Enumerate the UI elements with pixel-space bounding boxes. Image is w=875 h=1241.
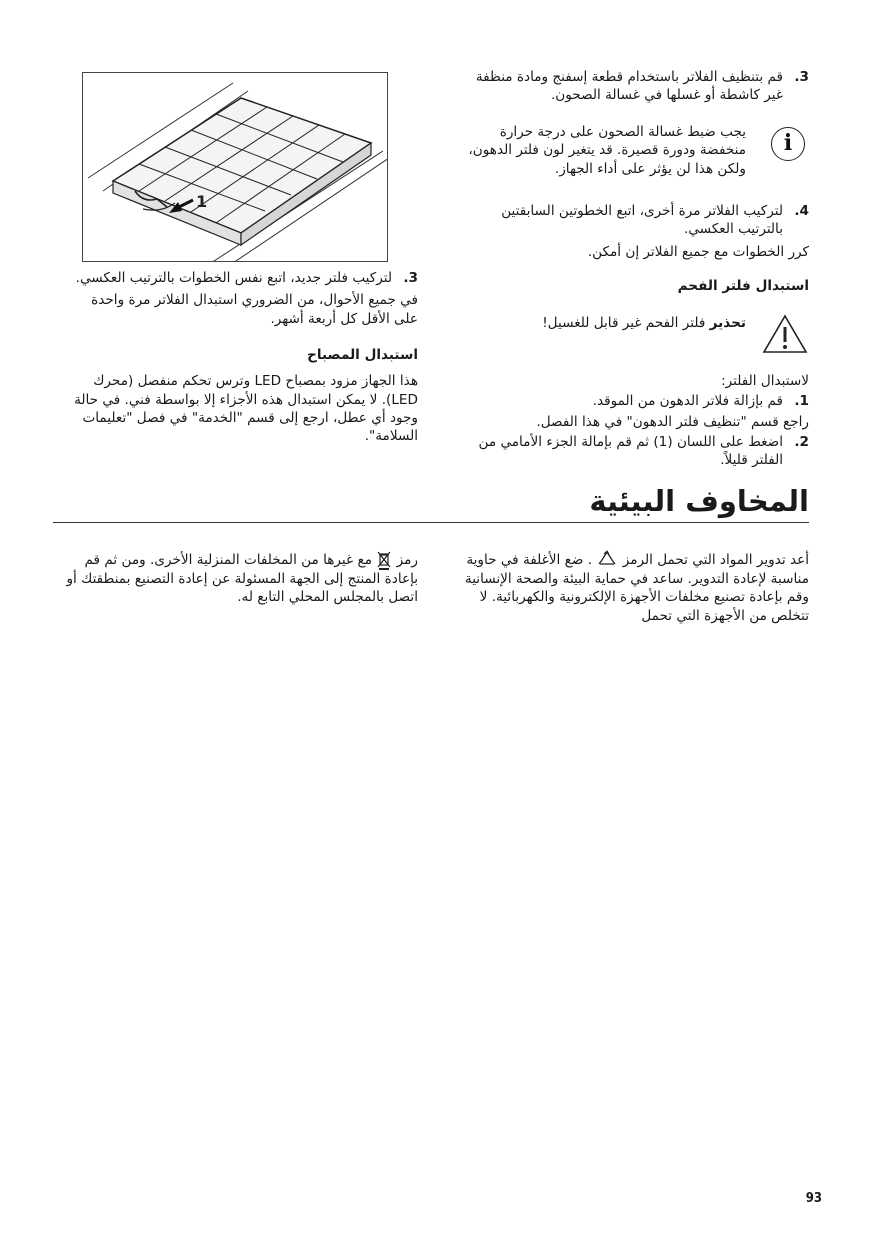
charcoal-filter-heading: استبدال فلتر الفحم [677,278,809,295]
repeat-text: كرر الخطوات مع جميع الفلاتر إن أمكن. [587,243,809,260]
step-number: 3. [403,270,418,286]
warning-label: تحذير [709,315,746,331]
info-note-text: يجب ضبط غسالة الصحون على درجة حرارة منخفضة ودورة قصيرة. قد يتغير لون فلتر الدهون، ولكن هذا لن يؤثر على أداء الجهاز. [468,124,746,177]
warning-icon [762,314,808,354]
step-text: اضغط على اللسان (1) ثم قم بإمالة الجزء الأمامي من الفلتر قليلاً. [478,434,783,469]
section-title: المخاوف البيئية [589,484,809,518]
warning-note [461,314,746,338]
lamp-heading: استبدال المصباح [307,347,418,364]
page-number: 93 [805,1191,822,1206]
weee-text-part2: مع غيرها من المخلفات المنزلية الأخرى. ومن ثم قم بإعادة المنتج إلى الجهة المسئولة عن إعادة التصنيع بمنطقتك أو اتصل بالمجلس المحلي التابع له. [66,552,418,606]
section-divider [53,522,809,523]
left-step-3-new-filter [68,269,418,287]
charcoal-filter-drawing [83,73,388,262]
step-number: 2. [794,434,809,451]
step-text: لتركيب الفلاتر مرة أخرى، اتبع الخطوتين السابقتين بالترتيب العكسي. [501,203,783,238]
step-text: لتركيب فلتر جديد، اتبع نفس الخطوات بالترتيب العكسي. [75,270,392,286]
replace-intro: لاستبدال الفلتر: [721,373,809,389]
info-note [461,123,746,184]
env-text-part2: . ضع الأغلفة في حاوية مناسبة لإعادة التدوير. ساعد في حماية البيئة والصحة الإنسانية وقم بإعادة تصنيع مخلفات الأجهزة الإلكترونية والكهربائية. لا تتخلص من الأجهزة التي تحمل [464,552,809,624]
step-number: 4. [794,203,809,219]
recycle-icon [596,550,618,570]
warning-text: فلتر الفحم غير قابل للغسيل! [542,315,706,331]
lamp-text: هذا الجهاز مزود بمصباح LED وترس تحكم منفصل (محرك LED). لا يمكن استبدال هذه الأجزاء إلا بواسطة فني. في حالة وجود أي عطل، ارجع إلى قسم "الخدمة" في فصل "تعليمات السلامة". [74,373,418,445]
filter-illustration [82,72,388,262]
replace-interval-text: في جميع الأحوال، من الضروري استبدال الفلاتر مرة واحدة على الأقل كل أربعة أشهر. [91,292,418,327]
right-column-middle [461,202,809,295]
crossed-bin-icon [376,550,392,570]
env-text-part1: أعد تدوير المواد التي تحمل الرمز [622,552,809,568]
refer-text: راجع قسم "تنظيف فلتر الدهون" في هذا الفصل. [536,413,809,430]
env-left-text [62,550,418,613]
step-text: قم بتنظيف الفلاتر باستخدام قطعة إسفنج ومادة منظفة غير كاشطة أو غسلها في غسالة الصحون. [475,69,783,104]
step-3-clean [461,68,809,105]
right-column [461,68,809,107]
env-right-text [461,550,809,631]
step-number: 3. [794,69,809,85]
right-column-bottom [461,372,809,472]
step-number: 1. [794,393,809,410]
step-text: قم بإزالة فلاتر الدهون من الموقد. [592,393,783,410]
weee-text-part1: رمز [396,552,418,568]
replace-step-2 [461,433,809,470]
replace-step-1 [461,392,809,410]
info-icon: i [771,127,805,161]
left-column [68,269,418,452]
step-4-reinstall [461,202,809,239]
illustration-callout-label: 1 [196,192,208,211]
